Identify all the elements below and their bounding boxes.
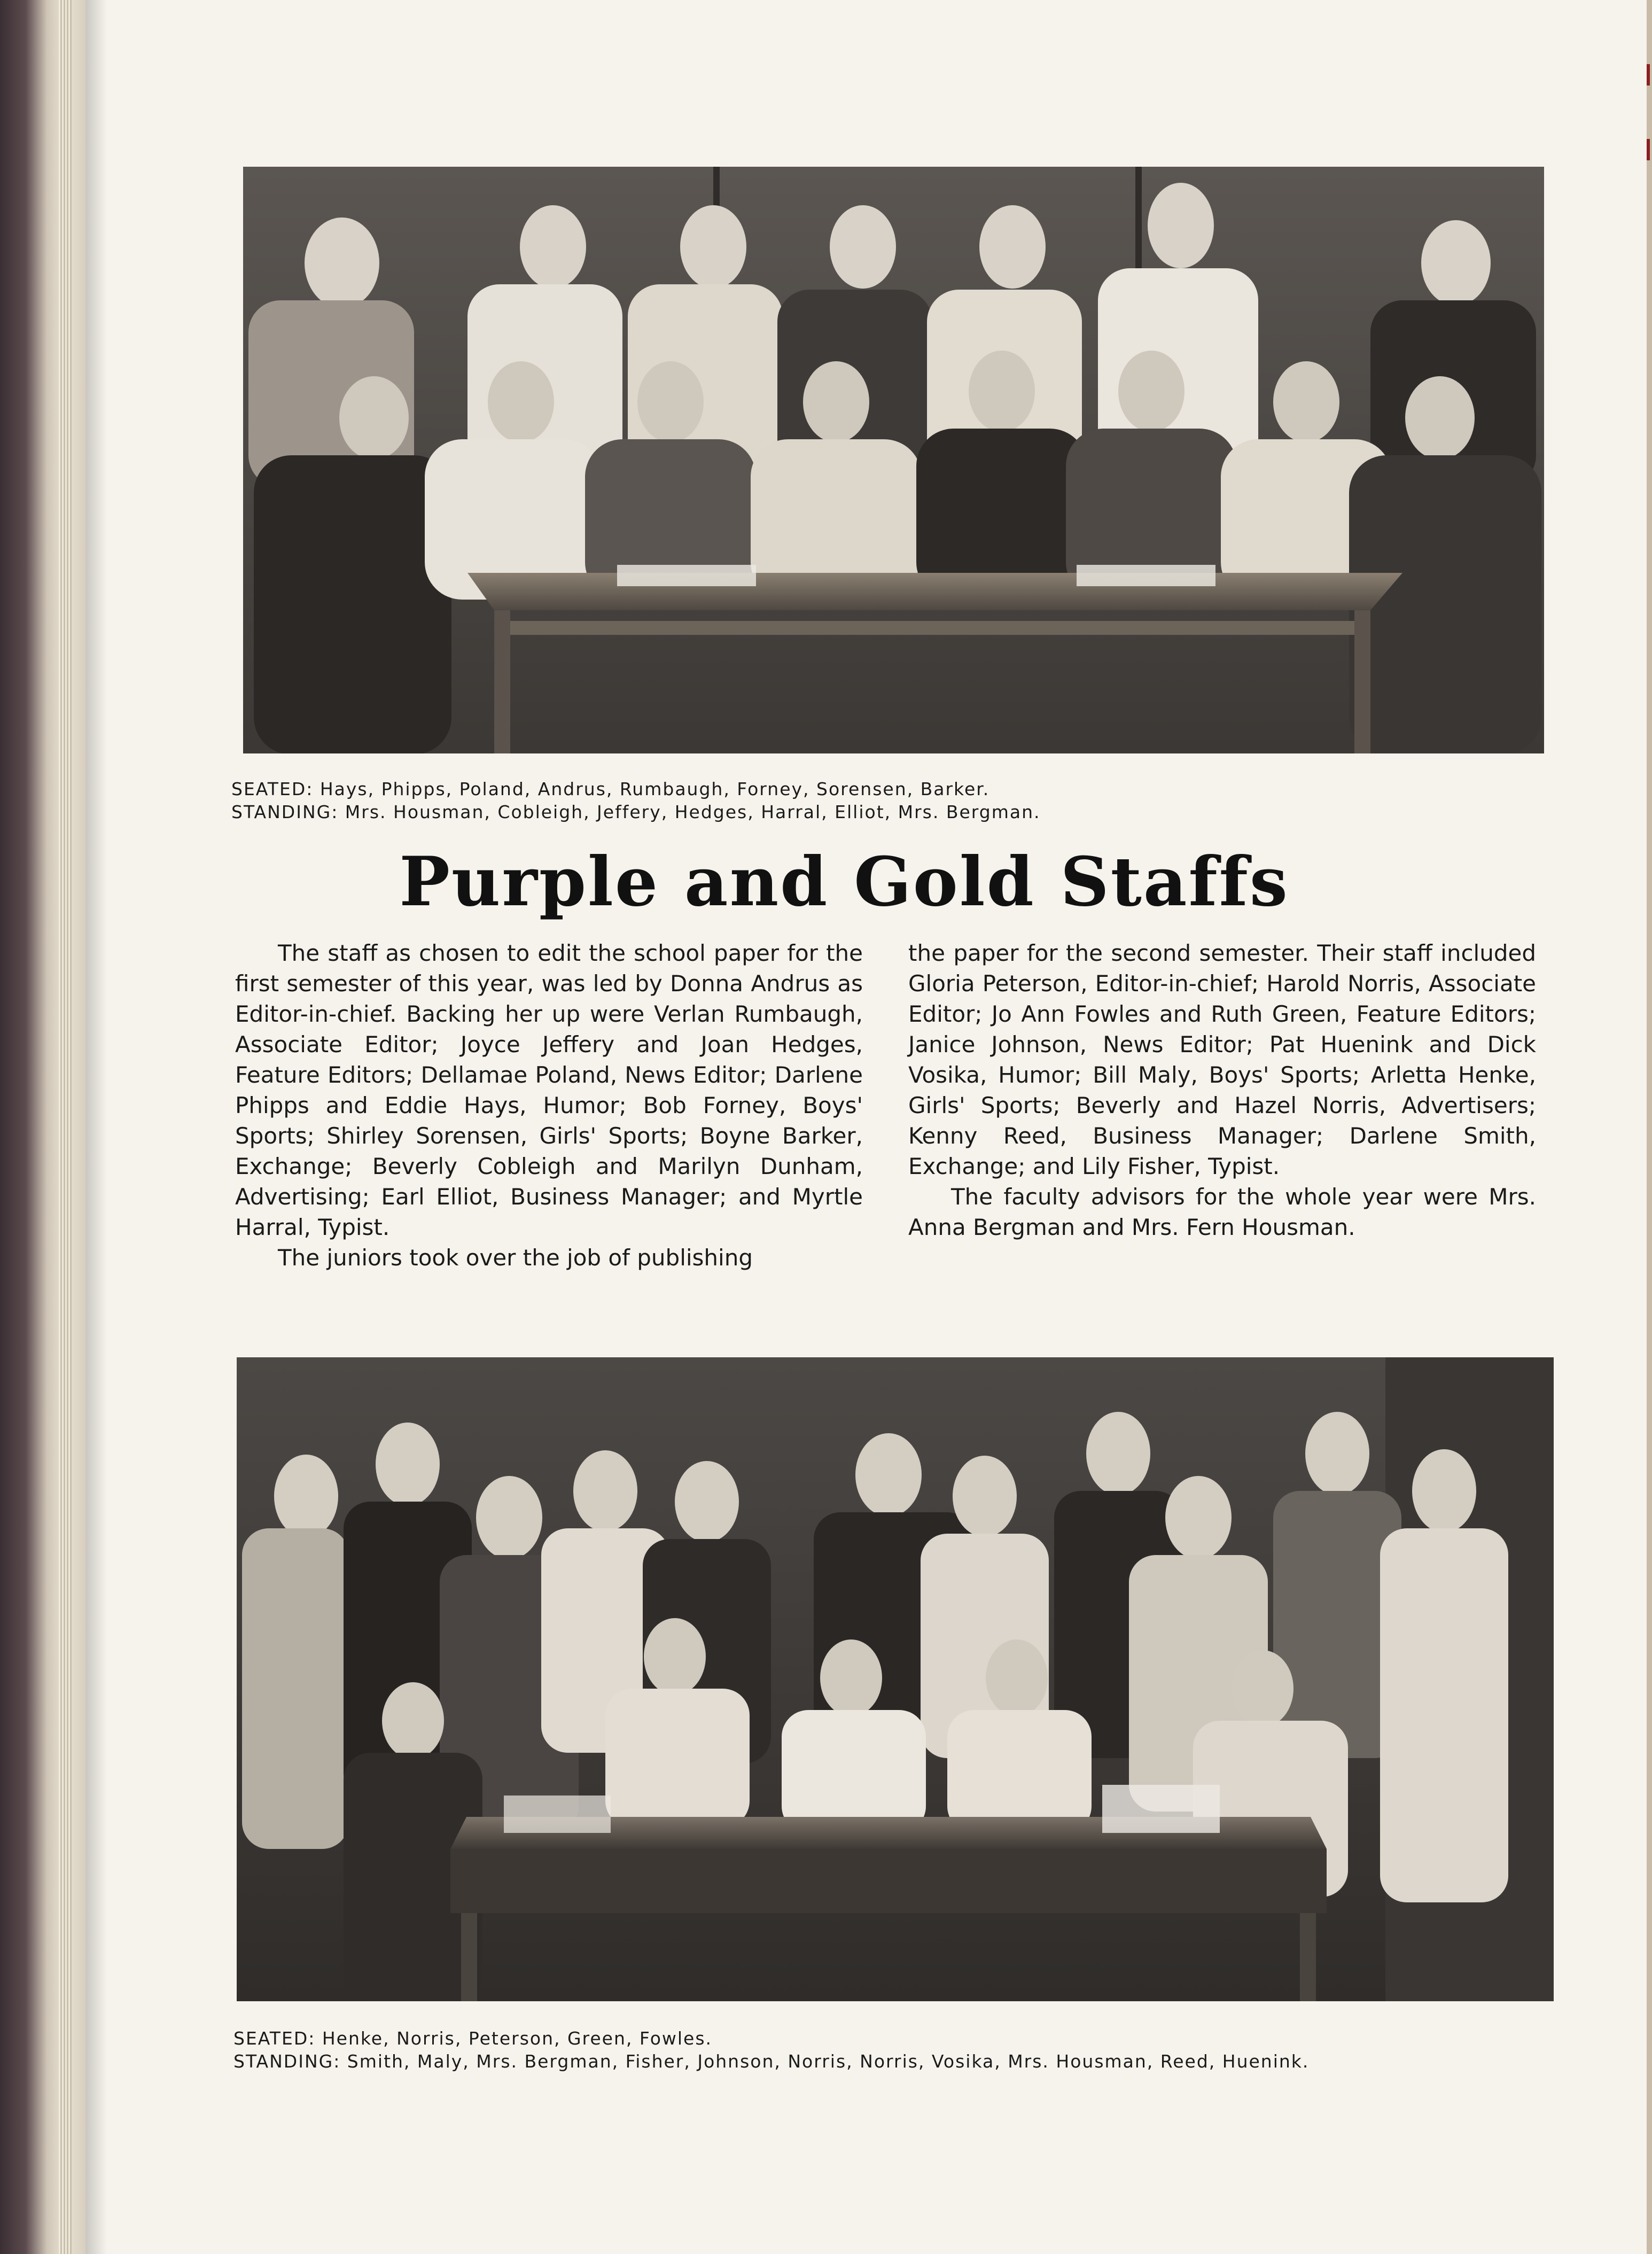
bottom-caption-standing: STANDING: Smith, Maly, Mrs. Bergman, Fisher, Johnson, Norris, Norris, Vosika, Mrs. Housman, Reed, Huenink. xyxy=(233,2051,1310,2072)
right-page-edge xyxy=(1647,0,1652,2254)
article-paragraph: The faculty advisors for the whole year were Mrs. Anna Bergman and Mrs. Fern Housman. xyxy=(908,1184,1536,1240)
article-paragraph: The juniors took over the job of publishing xyxy=(278,1245,753,1271)
page-title: Purple and Gold Staffs xyxy=(399,842,1289,921)
bottom-staff-photo-image xyxy=(237,1357,1554,2001)
article-paragraph: the paper for the second semester. Their staff included Gloria Peterson, Editor-in-chief; Harold Norris, Associate Editor; Jo Ann Fowles and Ruth Green, Feature Editors; Janice Johnson, News Editor; Pat Huenink and Dick Vosika, Humor; Bill Maly, Boys' Sports; Arletta Henke, Girls' Sports; Beverly and Hazel Norris, Advertisers; Kenny Reed, Business Manager; Darlene Smith, Exchange; and Lily Fisher, Typist. xyxy=(908,940,1536,1179)
edge-tab-mark xyxy=(1647,64,1650,86)
page-edges xyxy=(59,0,72,2254)
article-column-left xyxy=(235,938,863,1273)
edge-tab-mark xyxy=(1647,139,1650,160)
bottom-staff-photo xyxy=(237,1357,1554,2001)
article-column-right xyxy=(908,938,1536,1242)
book-binding xyxy=(0,0,85,2254)
gutter-shadow xyxy=(85,0,107,2254)
bottom-caption-seated: SEATED: Henke, Norris, Peterson, Green, Fowles. xyxy=(233,2028,713,2049)
top-caption-seated: SEATED: Hays, Phipps, Poland, Andrus, Rumbaugh, Forney, Sorensen, Barker. xyxy=(231,779,990,799)
top-staff-photo xyxy=(243,167,1544,753)
top-staff-photo-image xyxy=(243,167,1544,753)
article-paragraph: The staff as chosen to edit the school paper for the first semester of this year, was led by Donna Andrus as Editor-in-chief. Backing her up were Verlan Rumbaugh, Associate Editor; Joyce Jeffery and Joan Hedges, Feature Editors; Dellamae Poland, News Editor; Darlene Phipps and Eddie Hays, Humor; Bob Forney, Boys' Sports; Shirley Sorensen, Girls' Sports; Boyne Barker, Exchange; Beverly Cobleigh and Marilyn Dunham, Advertising; Earl Elliot, Business Manager; and Myrtle Harral, Typist. xyxy=(235,940,863,1240)
top-caption-standing: STANDING: Mrs. Housman, Cobleigh, Jeffery, Hedges, Harral, Elliot, Mrs. Bergman. xyxy=(231,802,1041,822)
